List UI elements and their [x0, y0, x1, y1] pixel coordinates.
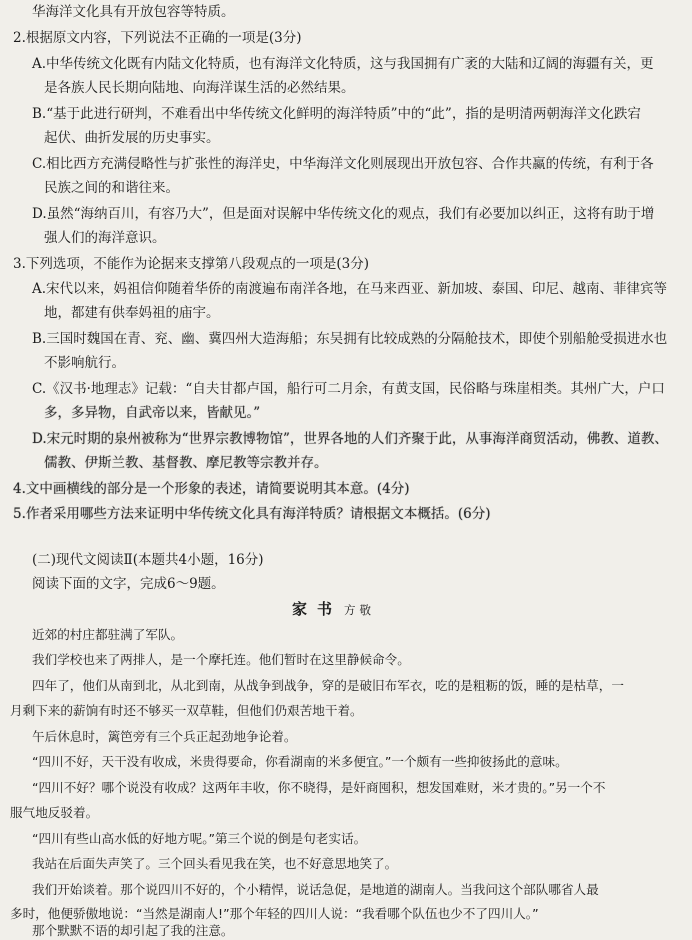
story-author: 方敬 — [344, 603, 376, 617]
question-2-option-c: C.相比西方充满侵略性与扩张性的海洋史，中华海洋文化则展现出开放包容、合作共赢的传统，有利于各 — [32, 156, 654, 172]
question-2-option-b: B.“基于此进行研判，不难看出中华传统文化鲜明的海洋特质”中的“此”，指的是明清两朝海洋文化跌宕 — [32, 106, 641, 122]
story-paragraph: 我站在后面失声笑了。三个回头看见我在笑，也不好意思地笑了。 — [32, 856, 398, 871]
story-paragraph: “四川有些山高水低的好地方呢。”第三个说的倒是句老实话。 — [32, 831, 367, 846]
story-paragraph: 午后休息时，篱笆旁有三个兵正起劲地争论着。 — [32, 729, 297, 744]
question-2-option-d: D.虽然“海纳百川，有容乃大”，但是面对误解中华传统文化的观点，我们有必要加以纠正，这将有助于增 — [32, 206, 655, 222]
question-3-stem: 3.下列选项，不能作为论据来支撑第八段观点的一项是(3分) — [13, 256, 370, 272]
story-paragraph: 我们开始谈着。那个说四川不好的，个小精悍，说话急促，是地道的湖南人。当我问这个部队哪省人最 — [32, 882, 599, 897]
section-header: (二)现代文阅读Ⅱ(本题共4小题，16分) — [32, 552, 264, 568]
question-5: 5.作者采用哪些方法来证明中华传统文化具有海洋特质？请根据文本概括。(6分) — [13, 506, 491, 522]
question-3-option-a: A.宋代以来，妈祖信仰随着华侨的南渡遍布南洋各地，在马来西亚、新加坡、泰国、印尼、越南、菲律宾等 — [32, 281, 668, 297]
story-paragraph-cont: 服气地反驳着。 — [10, 805, 99, 820]
story-title: 家书 — [292, 600, 343, 618]
question-2-option-c-cont: 民族之间的和谐往来。 — [44, 180, 179, 196]
question-4: 4.文中画横线的部分是一个形象的表述，请简要说明其本意。(4分) — [13, 481, 410, 497]
story-paragraph-cont: 多时，他便骄傲地说：“当然是湖南人!”那个年轻的四川人说：“我看哪个队伍也少不了四川人。” — [10, 906, 539, 921]
question-3-option-d: D.宋元时期的泉州被称为“世界宗教博物馆”，世界各地的人们齐聚于此，从事海洋商贸活动，佛教、道教、 — [32, 431, 668, 447]
question-2-stem: 2.根据原文内容，下列说法不正确的一项是(3分) — [13, 30, 302, 46]
question-2-option-a: A.中华传统文化既有内陆文化特质，也有海洋文化特质，这与我国拥有广袤的大陆和辽阔的海疆有关，更 — [32, 56, 654, 72]
story-paragraph: “四川不好？哪个说没有收成？这两年丰收，你不晓得，是奸商囤积，想发国难财，米才贵的。”另一个不 — [32, 780, 606, 795]
question-3-option-b: B.三国时魏国在青、兖、幽、冀四州大造海船；东吴拥有比较成熟的分隔舱技术，即使个别船舱受损进水也 — [32, 331, 668, 347]
story-paragraph: 近郊的村庄都驻满了军队。 — [32, 627, 184, 642]
question-3-option-c: C.《汉书·地理志》记载：“自夫甘都卢国，船行可二月余，有黄支国，民俗略与珠崖相类。其州广大，户口 — [32, 381, 665, 397]
question-2-option-a-cont: 是各族人民长期向陆地、向海洋谋生活的必然结果。 — [44, 80, 355, 96]
question-3-option-d-cont: 儒教、伊斯兰教、基督教、摩尼教等宗教并存。 — [44, 455, 328, 471]
passage-tail-line: 华海洋文化具有开放包容等特质。 — [32, 4, 235, 20]
story-paragraph: 我们学校也来了两排人，是一个摩托连。他们暂时在这里静候命令。 — [32, 652, 410, 667]
question-3-option-b-cont: 不影响航行。 — [44, 355, 125, 371]
story-paragraph-cont: 月剩下来的薪饷有时还不够买一双草鞋，但他们仍艰苦地干着。 — [10, 703, 363, 718]
story-paragraph: 那个默默不语的却引起了我的注意。 — [32, 923, 234, 938]
story-paragraph: “四川不好，天干没有收成，米贵得要命，你看湖南的米多便宜。”一个颇有一些抑彼扬此的意味。 — [32, 754, 568, 769]
question-3-option-a-cont: 地，都建有供奉妈祖的庙宇。 — [44, 305, 220, 321]
question-2-option-b-cont: 起伏、曲折发展的历史事实。 — [44, 130, 220, 146]
story-title-block — [292, 600, 375, 619]
question-3-option-c-cont: 多，多异物，自武帝以来，皆献见。” — [44, 405, 261, 421]
story-paragraph: 四年了，他们从南到北，从北到南，从战争到战争，穿的是破旧布军衣，吃的是粗粝的饭，睡的是枯草，一 — [32, 678, 624, 693]
reading-instruction: 阅读下面的文字，完成6～9题。 — [32, 576, 225, 592]
question-2-option-d-cont: 强人们的海洋意识。 — [44, 230, 166, 246]
